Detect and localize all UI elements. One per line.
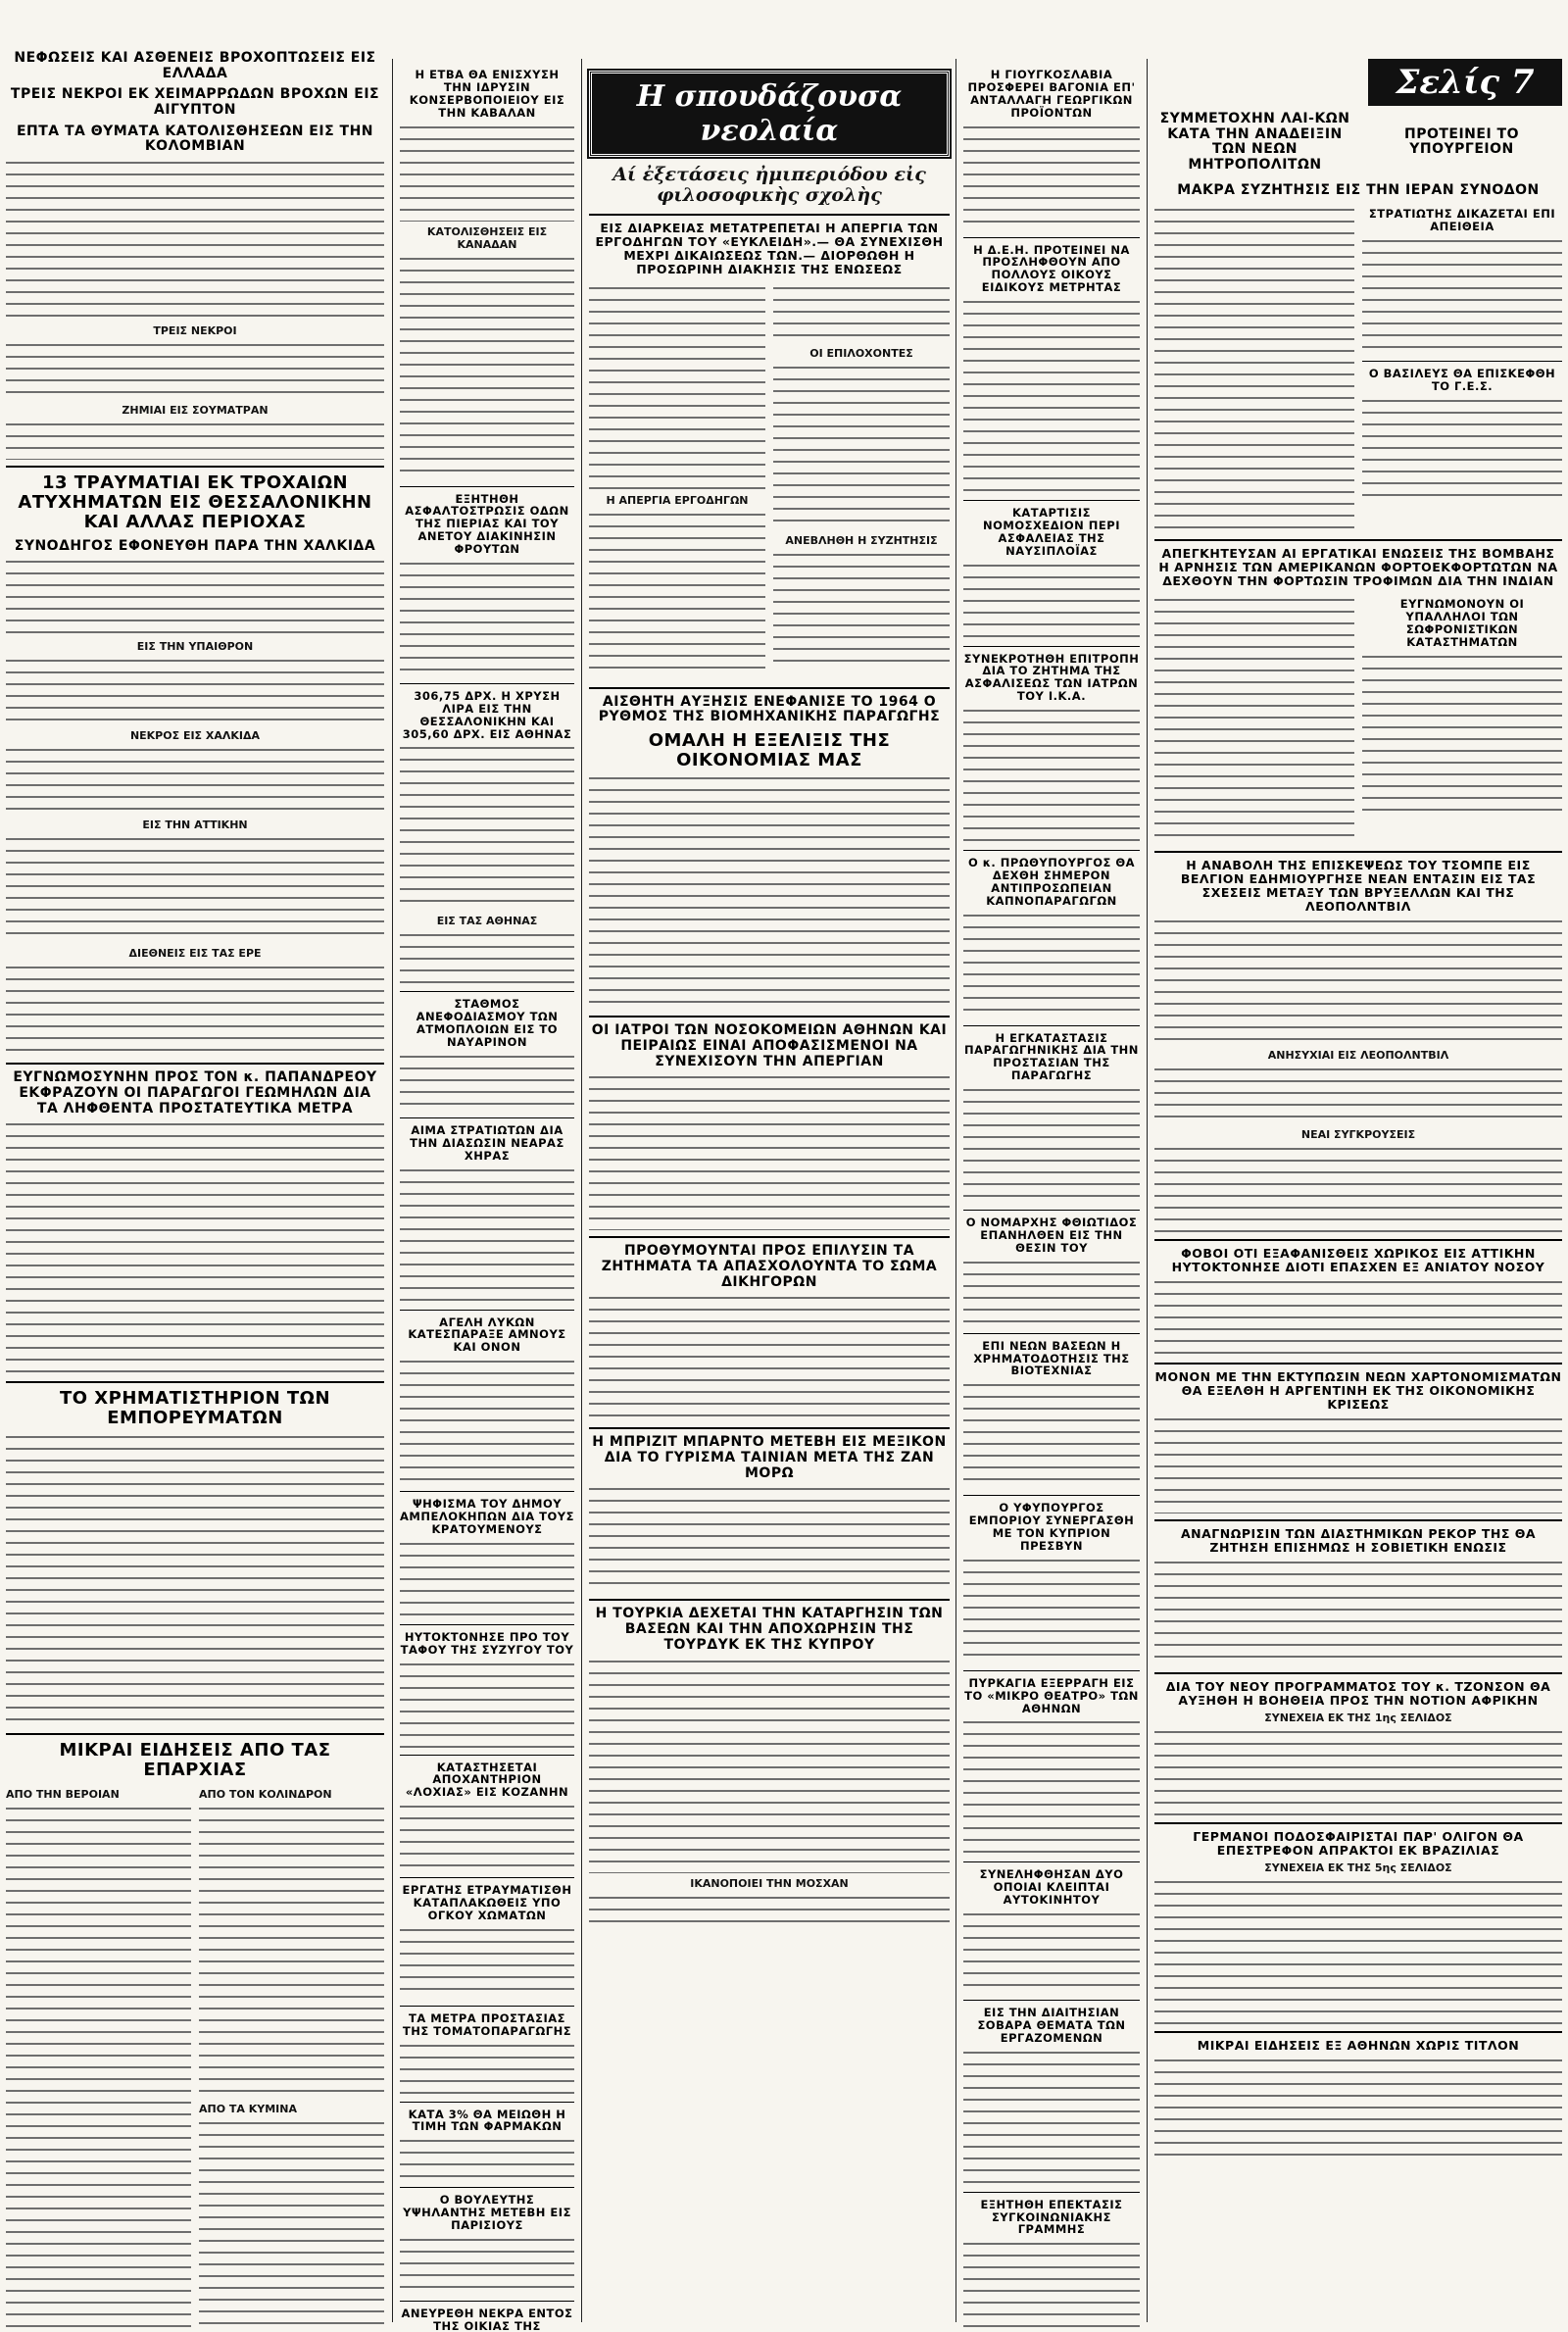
article-body: [773, 284, 950, 343]
article-body: [589, 1894, 950, 1923]
article-body: [400, 1803, 574, 1871]
two-column-article: [589, 280, 950, 681]
divider: [589, 1599, 950, 1601]
headline: ΑΝΕΥΡΕΘΗ ΝΕΚΡΑ ΕΝΤΟΣ ΤΗΣ ΟΙΚΙΑΣ ΤΗΣ: [401, 2306, 573, 2332]
article-body: [963, 1381, 1140, 1489]
subheading: ΑΝΕΒΛΗΘΗ Η ΣΥΖΗΤΗΣΙΣ: [785, 533, 938, 547]
article-body: [6, 341, 384, 400]
subheading: ΙΚΑΝΟΠΟΙΕΙ ΤΗΝ ΜΟΣΧΑΝ: [690, 1876, 849, 1890]
article-body: [963, 2049, 1140, 2186]
divider: [400, 1491, 574, 1492]
article-body: [1154, 206, 1354, 529]
subheading: ΤΡΕΙΣ ΝΕΚΡΟΙ: [153, 324, 237, 338]
divider: [963, 850, 1140, 851]
divider: [963, 1670, 1140, 1671]
divider: [6, 1733, 384, 1735]
article-body: [400, 124, 574, 222]
divider: [589, 1236, 950, 1238]
two-column-article: [1154, 202, 1562, 533]
headline: ΟΙ ΙΑΤΡΟΙ ΤΩΝ ΝΟΣΟΚΟΜΕΙΩΝ ΑΘΗΝΩΝ ΚΑΙ ΠΕΙΡΑΙΩΣ ΕΙΝΑΙ ΑΠΟΦΑΣΙΣΜΕΝΟΙ ΝΑ ΣΥΝΕΧΙΣΟΥΝ ΤΗΝ ΑΠΕΡΓΙΑΝ: [591, 1022, 948, 1069]
column-4: [957, 0, 1146, 2332]
article-body: [400, 560, 574, 677]
article-body: [199, 1805, 384, 2099]
divider: [400, 1117, 574, 1118]
divider: [1154, 1672, 1562, 1674]
divider: [6, 466, 384, 468]
regional-news: [6, 1784, 384, 2332]
article-body: [6, 421, 384, 460]
section-banner: Η σπουδάζουσα νεολαία: [589, 71, 950, 157]
subheading: ΣΥΝΕΧΕΙΑ ΕΚ ΤΗΣ 1ης ΣΕΛΙΔΟΣ: [1264, 1712, 1452, 1725]
divider: [400, 1624, 574, 1625]
article-body: [963, 1910, 1140, 1994]
divider: [963, 1210, 1140, 1211]
headline: ΜΟΝΟΝ ΜΕ ΤΗΝ ΕΚΤΥΠΩΣΙΝ ΝΕΩΝ ΧΑΡΤΟΝΟΜΙΣΜΑΤΩΝ ΘΑ ΕΞΕΛΘΗ Η ΑΡΓΕΝΤΙΝΗ ΕΚ ΤΗΣ ΟΙΚΟΝΟΜΙΚΗΣ ΚΡΙΣΕΩΣ: [1154, 1369, 1562, 1413]
article-body: [6, 964, 384, 1057]
subheading: ΑΝΗΣΥΧΙΑΙ ΕΙΣ ΛΕΟΠΟΛΝΤΒΙΛ: [1267, 1049, 1449, 1063]
divider: [400, 1877, 574, 1878]
divider: [400, 1755, 574, 1756]
headline: ΑΠΕΓΚΗΤΕΥΣΑΝ ΑΙ ΕΡΓΑΤΙΚΑΙ ΕΝΩΣΕΙΣ ΤΗΣ ΒΟΜΒΑΗΣ Η ΑΡΝΗΣΙΣ ΤΩΝ ΑΜΕΡΙΚΑΝΩΝ ΦΟΡΤΟΕΚΦΟΡΤΩΤΩΝ ΝΑ ΔΕΧΘΟΥΝ ΤΗΝ ΦΟΡΤΩΣΙΝ ΤΡΟΦΙΜΩΝ ΔΙΑ ΤΗΝ ΙΝΔΙΑΝ: [1158, 546, 1558, 589]
headline: ΚΑΤΑΣΤΗΣΕΤΑΙ ΑΠΟΧΑΝΤΗΡΙΟΝ «ΛΟΧΙΑΣ» ΕΙΣ ΚΟΖΑΝΗΝ: [405, 1760, 569, 1800]
headline: ΓΕΡΜΑΝΟΙ ΠΟΔΟΣΦΑΙΡΙΣΤΑΙ ΠΑΡ' ΟΛΙΓΟΝ ΘΑ ΕΠΕΣΤΡΕΦΟΝ ΑΠΡΑΚΤΟΙ ΕΚ ΒΡΑΖΙΛΙΑΣ: [1193, 1829, 1524, 1859]
divider: [589, 1016, 950, 1017]
article-body: [1362, 237, 1562, 355]
article-body: [589, 1658, 950, 1873]
divider: [400, 683, 574, 684]
article-body: [400, 1358, 574, 1485]
article-body: [400, 931, 574, 985]
article-body: [6, 835, 384, 943]
headline: 306,75 ΔΡΧ. Η ΧΡΥΣΗ ΛΙΡΑ ΕΙΣ ΤΗΝ ΘΕΣΣΑΛΟΝΙΚΗΝ ΚΑΙ 305,60 ΔΡΧ. ΕΙΣ ΑΘΗΝΑΣ: [402, 688, 572, 741]
two-column-article: [1154, 592, 1562, 845]
regional-news-left: [6, 1784, 191, 2332]
headline: ΑΙΜΑ ΣΤΡΑΤΙΩΤΩΝ ΔΙΑ ΤΗΝ ΔΙΑΣΩΣΙΝ ΝΕΑΡΑΣ ΧΗΡΑΣ: [410, 1122, 564, 1163]
headline: ΠΥΡΚΑΓΙΑ ΕΞΕΡΡΑΓΗ ΕΙΣ ΤΟ «ΜΙΚΡΟ ΘΕΑΤΡΟ» ΤΩΝ ΑΘΗΝΩΝ: [964, 1675, 1139, 1715]
headline: Ο ΥΦΥΠΟΥΡΓΟΣ ΕΜΠΟΡΙΟΥ ΣΥΝΕΡΓΑΣΘΗ ΜΕ ΤΟΝ ΚΥΠΡΙΟΝ ΠΡΕΣΒΥΝ: [968, 1501, 1135, 1553]
divider: [963, 2192, 1140, 2193]
headline: ΜΙΚΡΑΙ ΕΙΔΗΣΕΙΣ ΑΠΟ ΤΑΣ ΕΠΑΡΧΙΑΣ: [59, 1739, 331, 1780]
headline: ΨΗΦΙΣΜΑ ΤΟΥ ΔΗΜΟΥ ΑΜΠΕΛΟΚΗΠΩΝ ΔΙΑ ΤΟΥΣ ΚΡΑΤΟΥΜΕΝΟΥΣ: [400, 1497, 574, 1536]
article-body: [6, 159, 384, 321]
divider: [400, 2006, 574, 2007]
article-body: [589, 1294, 950, 1421]
subheading: ΑΠΟ ΤΗΝ ΒΕΡΟΙΑΝ: [6, 1787, 120, 1801]
italic-headline: Αί ἐξετάσεις ἠμιπεριόδου εἰς φιλοσοφικὴς σχολὴς: [612, 164, 926, 206]
divider: [1154, 1519, 1562, 1521]
divider: [400, 2301, 574, 2302]
divider: [400, 1310, 574, 1311]
headline: ΑΓΕΛΗ ΛΥΚΩΝ ΚΑΤΕΣΠΑΡΑΞΕ ΑΜΝΟΥΣ ΚΑΙ ΟΝΟΝ: [408, 1315, 566, 1355]
article-body: [1154, 1145, 1562, 1233]
subheading: Η ΑΠΕΡΓΙΑ ΕΡΓΟΔΗΓΩΝ: [606, 493, 749, 507]
article-left: [1154, 202, 1354, 533]
article-body: [400, 255, 574, 480]
article-body: [6, 1433, 384, 1727]
article-body: [589, 1485, 950, 1593]
divider: [589, 1427, 950, 1429]
article-body: [199, 2119, 384, 2332]
page-marker: [1154, 59, 1562, 106]
article-right: [1362, 202, 1562, 533]
divider: [6, 1381, 384, 1383]
headline: Η ΓΙΟΥΓΚΟΣΛΑΒΙΑ ΠΡΟΣΦΕΡΕΙ ΒΑΓΟΝΙΑ ΕΠ' ΑΝΤΑΛΛΑΓΗ ΓΕΩΡΓΙΚΩΝ ΠΡΟΪΟΝΤΩΝ: [967, 68, 1136, 120]
headline: ΕΙΣ ΤΗΝ ΔΙΑΙΤΗΣΙΑΝ ΣΟΒΑΡΑ ΘΕΜΑΤΑ ΤΩΝ ΕΡΓΑΖΟΜΕΝΩΝ: [977, 2006, 1126, 2045]
headline: ΦΟΒΟΙ ΟΤΙ ΕΞΑΦΑΝΙΣΘΕΙΣ ΧΩΡΙΚΟΣ ΕΙΣ ΑΤΤΙΚΗΝ ΗΥΤΟΚΤΟΝΗΣΕ ΔΙΟΤΙ ΕΠΑΣΧΕΝ ΕΞ ΑΝΙΑΤΟΥ ΝΟΣΟΥ: [1171, 1246, 1545, 1275]
subheading: ΑΠΟ ΤΟΝ ΚΟΛΙΝΔΡΟΝ: [199, 1787, 332, 1801]
subheading: ΚΑΤΟΛΙΣΘΗΣΕΙΣ ΕΙΣ ΚΑΝΑΔΑΝ: [426, 224, 548, 251]
article-body: [963, 124, 1140, 231]
divider: [589, 214, 950, 216]
headline: ΕΠΤΑ ΤΑ ΘΥΜΑΤΑ ΚΑΤΟΛΙΣΘΗΣΕΩΝ ΕΙΣ ΤΗΝ ΚΟΛΟΜΒΙΑΝ: [16, 123, 374, 155]
divider: [1154, 539, 1562, 541]
article-body: [6, 746, 384, 815]
divider: [1154, 1239, 1562, 1241]
headline: ΕΠΙ ΝΕΩΝ ΒΑΣΕΩΝ Η ΧΡΗΜΑΤΟΔΟΤΗΣΙΣ ΤΗΣ ΒΙΟΤΕΧΝΙΑΣ: [973, 1338, 1130, 1378]
headline: ΜΙΚΡΑΙ ΕΙΔΗΣΕΙΣ ΕΞ ΑΘΗΝΩΝ ΧΩΡΙΣ ΤΙΤΛΟΝ: [1197, 2038, 1520, 2054]
divider: [963, 1025, 1140, 1026]
article-body: [773, 364, 950, 530]
headline: ΣΥΝΟΔΗΓΟΣ ΕΦΟΝΕΥΘΗ ΠΑΡΑ ΤΗΝ ΧΑΛΚΙΔΑ: [14, 537, 376, 554]
headline: ΝΕΦΩΣΕΙΣ ΚΑΙ ΑΣΘΕΝΕΙΣ ΒΡΟΧΟΠΤΩΣΕΙΣ ΕΙΣ ΕΛΛΑΔΑ: [14, 50, 376, 81]
divider: [963, 1861, 1140, 1862]
headline: ΣΥΝΕΛΗΦΘΗΣΑΝ ΔΥΟ ΟΠΟΙΑΙ ΚΛΕΙΠΤΑΙ ΑΥΤΟΚΙΝΗΤΟΥ: [979, 1867, 1124, 1908]
headline: ΠΡΟΤΕΙΝΕΙ ΤΟ ΥΠΟΥΡΓΕΙΟΝ: [1403, 125, 1519, 158]
column-1: [0, 0, 390, 2332]
article-body: [963, 912, 1140, 1019]
headline: ΟΜΑΛΗ Η ΕΞΕΛΙΞΙΣ ΤΗΣ ΟΙΚΟΝΟΜΙΑΣ ΜΑΣ: [648, 730, 891, 771]
subheading: ΖΗΜΙΑΙ ΕΙΣ ΣΟΥΜΑΤΡΑΝ: [122, 404, 269, 418]
article-body: [400, 744, 574, 911]
article-right: [1362, 592, 1562, 845]
article-body: [1154, 596, 1354, 841]
column-3: [583, 0, 956, 2332]
article-body: [963, 1557, 1140, 1664]
headline: ΠΡΟΘΥΜΟΥΝΤΑΙ ΠΡΟΣ ΕΠΙΛΥΣΙΝ ΤΑ ΖΗΤΗΜΑΤΑ ΤΑ ΑΠΑΣΧΟΛΟΥΝΤΑ ΤΟ ΣΩΜΑ ΔΙΚΗΓΟΡΩΝ: [601, 1243, 938, 1290]
article-body: [1154, 1278, 1562, 1357]
divider: [963, 1333, 1140, 1334]
headline: ΕΞΗΤΗΘΗ ΑΣΦΑΛΤΟΣΤΡΩΣΙΣ ΟΔΩΝ ΤΗΣ ΠΙΕΡΙΑΣ ΚΑΙ ΤΟΥ ΑΝΕΤΟΥ ΔΙΑΚΙΝΗΣΙΝ ΦΡΟΥΤΩΝ: [405, 491, 569, 556]
column-5: [1149, 0, 1568, 2332]
headline: ΑΝΑΓΝΩΡΙΣΙΝ ΤΩΝ ΔΙΑΣΤΗΜΙΚΩΝ ΡΕΚΟΡ ΤΗΣ ΘΑ ΖΗΤΗΣΗ ΕΠΙΣΗΜΩΣ Η ΣΟΒΙΕΤΙΚΗ ΕΝΩΣΙΣ: [1180, 1526, 1537, 1556]
article-body: [400, 1166, 574, 1304]
article-body: [963, 562, 1140, 640]
divider: [963, 2000, 1140, 2001]
article-body: [1362, 653, 1562, 819]
subheading: ΑΠΟ ΤΑ ΚΥΜΙΝΑ: [199, 2102, 297, 2115]
headline: Η ΑΝΑΒΟΛΗ ΤΗΣ ΕΠΙΣΚΕΨΕΩΣ ΤΟΥ ΤΣΟΜΠΕ ΕΙΣ ΒΕΛΓΙΟΝ ΕΔΗΜΙΟΥΡΓΗΣΕ ΝΕΑΝ ΕΝΤΑΣΙΝ ΕΙΣ ΤΑΣ ΣΧΕΣΕΙΣ ΜΕΤΑΞΥ ΤΩΝ ΒΡΥΞΕΛΛΩΝ ΚΑΙ ΤΗΣ ΛΕΟΠΟΛΝΤΒΙΛ: [1180, 858, 1537, 915]
headline: ΕΥΓΝΩΜΟΣΥΝΗΝ ΠΡΟΣ ΤΟΝ κ. ΠΑΠΑΝΔΡΕΟΥ ΕΚΦΡΑΖΟΥΝ ΟΙ ΠΑΡΑΓΩΓΟΙ ΓΕΩΜΗΛΩΝ ΔΙΑ ΤΑ ΛΗΦΘΕΝΤΑ ΠΡΟΣΤΑΤΕΥΤΙΚΑ ΜΕΤΡΑ: [13, 1069, 377, 1116]
article-body: [1154, 1066, 1562, 1124]
article-body: [400, 1661, 574, 1749]
article-body: [400, 2236, 574, 2295]
headline: ΔΙΑ ΤΟΥ ΝΕΟΥ ΠΡΟΓΡΑΜΜΑΤΟΣ ΤΟΥ κ. ΤΖΟΝΣΟΝ ΘΑ ΑΥΞΗΘΗ Η ΒΟΗΘΕΙΑ ΠΡΟΣ ΤΗΝ ΝΟΤΙΟΝ ΑΦΡΙΚΗΝ: [1165, 1679, 1551, 1709]
article-body: [773, 551, 950, 669]
article-body: [589, 511, 765, 677]
article-body: [6, 657, 384, 725]
divider: [1154, 2031, 1562, 2033]
subheading: ΕΙΣ ΤΑΣ ΑΘΗΝΑΣ: [436, 915, 538, 928]
headline: ΤΡΕΙΣ ΝΕΚΡΟΙ ΕΚ ΧΕΙΜΑΡΡΩΔΩΝ ΒΡΟΧΩΝ ΕΙΣ ΑΙΓΥΠΤΟΝ: [10, 86, 380, 119]
divider: [1154, 851, 1562, 853]
divider: [6, 1063, 384, 1065]
article-body: [963, 2240, 1140, 2332]
article-body: [1154, 1878, 1562, 2025]
headline: Ο ΝΟΜΑΡΧΗΣ ΦΘΙΩΤΙΔΟΣ ΕΠΑΝΗΛΘΕΝ ΕΙΣ ΤΗΝ ΘΕΣΙΝ ΤΟΥ: [965, 1216, 1138, 1255]
divider: [400, 2187, 574, 2188]
headline: Η ΜΠΡΙΖΙΤ ΜΠΑΡΝΤΟ ΜΕΤΕΒΗ ΕΙΣ ΜΕΞΙΚΟΝ ΔΙΑ ΤΟ ΓΥΡΙΣΜΑ ΤΑΙΝΙΑΝ ΜΕΤΑ ΤΗΣ ΖΑΝ ΜΟΡΩ: [592, 1434, 947, 1481]
headline: 13 ΤΡΑΥΜΑΤΙΑΙ ΕΚ ΤΡΟΧΑΙΩΝ ΑΤΥΧΗΜΑΤΩΝ ΕΙΣ ΘΕΣΣΑΛΟΝΙΚΗΝ ΚΑΙ ΑΛΛΑΣ ΠΕΡΙΟΧΑΣ: [18, 472, 372, 533]
top-headline-row: [1154, 106, 1562, 177]
divider: [1154, 1363, 1562, 1364]
column-2: [394, 0, 580, 2332]
subheading: ΕΙΣ ΤΗΝ ΥΠΑΙΘΡΟΝ: [136, 640, 254, 654]
headline: Ο ΒΑΣΙΛΕΥΣ ΘΑ ΕΠΙΣΚΕΦΘΗ ΤΟ Γ.Ε.Σ.: [1368, 367, 1556, 393]
article-body: [1362, 397, 1562, 505]
divider: [963, 646, 1140, 647]
headline: Η Δ.Ε.Η. ΠΡΟΤΕΙΝΕΙ ΝΑ ΠΡΟΣΛΗΦΘΟΥΝ ΑΠΟ ΠΟΛΛΟΥΣ ΟΙΚΟΥΣ ΕΙΔΙΚΟΥΣ ΜΕΤΡΗΤΑΣ: [973, 242, 1130, 295]
article-body: [6, 1120, 384, 1375]
divider: [963, 237, 1140, 238]
divider: [963, 1495, 1140, 1496]
headline: Η ΕΓΚΑΤΑΣΤΑΣΙΣ ΠΑΡΑΓΩΓΗΝΙΚΗΣ ΔΙΑ ΤΗΝ ΠΡΟΣΤΑΣΙΑΝ ΤΗΣ ΠΑΡΑΓΩΓΗΣ: [964, 1030, 1139, 1083]
article-body: [963, 1086, 1140, 1204]
headline: ΕΞΗΤΗΘΗ ΕΠΕΚΤΑΣΙΣ ΣΥΓΚΟΙΝΩΝΙΑΚΗΣ ΓΡΑΜΜΗΣ: [980, 2197, 1123, 2237]
divider: [589, 687, 950, 689]
headline: ΑΙΣΘΗΤΗ ΑΥΞΗΣΙΣ ΕΝΕΦΑΝΙΣΕ ΤΟ 1964 Ο ΡΥΘΜΟΣ ΤΗΣ ΒΙΟΜΗΧΑΝΙΚΗΣ ΠΑΡΑΓΩΓΗΣ: [598, 693, 941, 725]
article-body: [963, 707, 1140, 844]
article-body: [1154, 1415, 1562, 1513]
headline: Η ΕΤΒΑ ΘΑ ΕΝΙΣΧΥΣΗ ΤΗΝ ΙΔΡΥΣΙΝ ΚΟΝΣΕΡΒΟΠΟΙΕΙΟΥ ΕΙΣ ΤΗΝ ΚΑΒΑΛΑΝ: [409, 68, 565, 120]
page-number-logo: Σελίς 7: [1368, 59, 1562, 106]
article-body: [400, 1540, 574, 1618]
subheading: ΕΙΣ ΤΗΝ ΑΤΤΙΚΗΝ: [142, 819, 248, 832]
headline: ΕΙΣ ΔΙΑΡΚΕΙΑΣ ΜΕΤΑΤΡΕΠΕΤΑΙ Η ΑΠΕΡΓΙΑ ΤΩΝ ΕΡΓΟΔΗΓΩΝ ΤΟΥ «ΕΥΚΛΕΙΔΗ».— ΘΑ ΣΥΝΕΧΙΣΘΗ ΜΕΧΡΙ ΔΙΚΑΙΩΣΕΩΣ ΤΩΝ.— ΔΙΟΡΘΩΘΗ Η ΠΡΟΣΩΡΙΝΗ ΔΙΑΚΗΣΙΣ ΤΗΣ ΕΝΩΣΕΩΣ: [595, 220, 944, 276]
article-body: [589, 284, 765, 490]
subheading: ΣΥΝΕΧΕΙΑ ΕΚ ΤΗΣ 5ης ΣΕΛΙΔΟΣ: [1264, 1861, 1452, 1875]
article-body: [589, 774, 950, 1010]
headline: ΣΥΜΜΕΤΟΧΗΝ ΛΑΙ-ΚΩΝ ΚΑΤΑ ΤΗΝ ΑΝΑΔΕΙΞΙΝ ΤΩΝ ΝΕΩΝ ΜΗΤΡΟΠΟΛΙΤΩΝ: [1159, 111, 1350, 174]
divider: [400, 2102, 574, 2103]
headline: Ο κ. ΠΡΩΘΥΠΟΥΡΓΟΣ ΘΑ ΔΕΧΘΗ ΣΗΜΕΡΟΝ ΑΝΤΙΠΡΟΣΩΠΕΙΑΝ ΚΑΠΝΟΠΑΡΑΓΩΓΩΝ: [967, 856, 1136, 908]
headline: ΕΡΓΑΤΗΣ ΕΤΡΑΥΜΑΤΙΣΘΗ ΚΑΤΑΠΛΑΚΩΘΕΙΣ ΥΠΟ ΟΓΚΟΥ ΧΩΜΑΤΩΝ: [402, 1883, 572, 1922]
article-body: [1154, 1728, 1562, 1816]
article-body: [589, 1073, 950, 1230]
article-body: [963, 1259, 1140, 1327]
article-right: [773, 280, 950, 681]
headline: ΣΥΝΕΚΡΟΤΗΘΗ ΕΠΙΤΡΟΠΗ ΔΙΑ ΤΟ ΖΗΤΗΜΑ ΤΗΣ ΑΣΦΑΛΙΣΕΩΣ ΤΩΝ ΙΑΤΡΩΝ ΤΟΥ Ι.Κ.Α.: [963, 651, 1140, 704]
subheading: ΔΙΕΘΝΕΙΣ ΕΙΣ ΤΑΣ ΕΡΕ: [128, 947, 262, 961]
column-divider: [392, 59, 393, 2322]
subheading: ΝΕΑΙ ΣΥΓΚΡΟΥΣΕΙΣ: [1300, 1128, 1416, 1142]
article-body: [963, 298, 1140, 494]
subheading: ΟΙ ΕΠΙΛΟΧΟΝΤΕΣ: [809, 346, 913, 360]
column-divider: [581, 59, 582, 2322]
headline: ΗΥΤΟΚΤΟΝΗΣΕ ΠΡΟ ΤΟΥ ΤΑΦΟΥ ΤΗΣ ΣΥΖΥΓΟΥ ΤΟΥ: [400, 1629, 574, 1657]
headline: ΤΑ ΜΕΤΡΑ ΠΡΟΣΤΑΣΙΑΣ ΤΗΣ ΤΟΜΑΤΟΠΑΡΑΓΩΓΗΣ: [402, 2010, 572, 2038]
headline: Ο ΒΟΥΛΕΥΤΗΣ ΥΨΗΛΑΝΤΗΣ ΜΕΤΕΒΗ ΕΙΣ ΠΑΡΙΣΙΟΥΣ: [403, 2193, 571, 2232]
article-body: [1154, 918, 1562, 1045]
divider: [963, 500, 1140, 501]
headline: ΣΤΡΑΤΙΩΤΗΣ ΔΙΚΑΖΕΤΑΙ ΕΠΙ ΑΠΕΙΘΕΙΑ: [1368, 207, 1556, 234]
article-body: [400, 1053, 574, 1112]
article-left: [1154, 592, 1354, 845]
headline: ΚΑΤΑΡΤΙΣΙΣ ΝΟΜΟΣΧΕΔΙΟΝ ΠΕΡΙ ΑΣΦΑΛΕΙΑΣ ΤΗΣ ΝΑΥΣΙΠΛΟΪΑΣ: [983, 506, 1120, 558]
regional-news-right: [199, 1784, 384, 2332]
headline: ΜΑΚΡΑ ΣΥΖΗΤΗΣΙΣ ΕΙΣ ΤΗΝ ΙΕΡΑΝ ΣΥΝΟΔΟΝ: [1177, 181, 1540, 198]
article-body: [6, 1805, 191, 2332]
headline: ΤΟ ΧΡΗΜΑΤΙΣΤΗΡΙΟΝ ΤΩΝ ΕΜΠΟΡΕΥΜΑΤΩΝ: [59, 1388, 331, 1429]
headline: Η ΤΟΥΡΚΙΑ ΔΕΧΕΤΑΙ ΤΗΝ ΚΑΤΑΡΓΗΣΙΝ ΤΩΝ ΒΑΣΕΩΝ ΚΑΙ ΤΗΝ ΑΠΟΧΩΡΗΣΙΝ ΤΗΣ ΤΟΥΡΔΥΚ ΕΚ ΤΗΣ ΚΥΠΡΟΥ: [595, 1606, 944, 1653]
article-left: [589, 280, 765, 681]
headline: ΚΑΤΑ 3% ΘΑ ΜΕΙΩΘΗ Η ΤΙΜΗ ΤΩΝ ΦΑΡΜΑΚΩΝ: [408, 2107, 566, 2134]
article-body: [963, 1718, 1140, 1856]
divider: [400, 991, 574, 992]
headline: ΣΤΑΘΜΟΣ ΑΝΕΦΟΔΙΑΣΜΟΥ ΤΩΝ ΑΤΜΟΠΛΟΙΩΝ ΕΙΣ ΤΟ ΝΑΥΑΡΙΝΟΝ: [416, 997, 559, 1049]
divider: [1362, 361, 1562, 362]
article-body: [1154, 1559, 1562, 1666]
divider: [1154, 1822, 1562, 1824]
article-body: [400, 1926, 574, 2000]
column-divider: [1147, 59, 1148, 2322]
divider: [400, 486, 574, 487]
article-body: [400, 2137, 574, 2181]
article-body: [1154, 2057, 1562, 2164]
article-body: [6, 558, 384, 636]
headline: ΕΥΓΝΩΜΟΝΟΥΝ ΟΙ ΥΠΑΛΛΗΛΟΙ ΤΩΝ ΣΩΦΡΟΝΙΣΤΙΚΩΝ ΚΑΤΑΣΤΗΜΑΤΩΝ: [1399, 597, 1525, 649]
article-body: [400, 2042, 574, 2096]
subheading: ΝΕΚΡΟΣ ΕΙΣ ΧΑΛΚΙΔΑ: [129, 729, 261, 743]
